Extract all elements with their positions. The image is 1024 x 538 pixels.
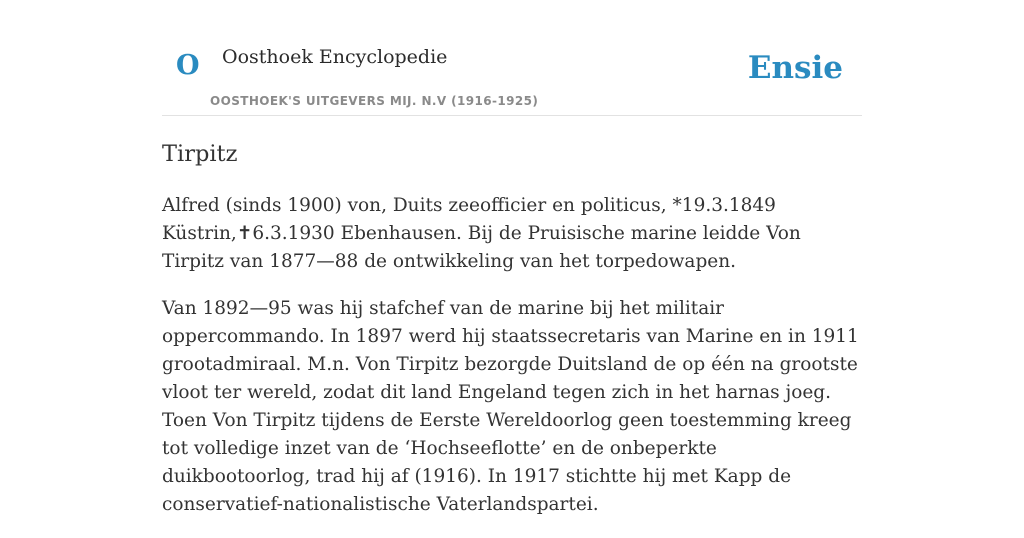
publisher-label: OOSTHOEK'S UITGEVERS MIJ. N.V (1916-1925) [210,94,539,108]
source-logo[interactable]: O [176,50,200,81]
page-container [162,0,862,515]
source-header [162,0,862,116]
article-body [162,192,862,538]
source-title-link[interactable]: Oosthoek Encyclopedie [222,46,448,68]
article-title: Tirpitz [162,141,238,167]
article-paragraph: Van 1892—95 was hij stafchef van de marine bij het militair oppercommando. In 1897 werd hij staatssecretaris van Marine en in 1911 grootadmiraal. M.n. Von Tirpitz bezorgde Duitsland de op één na grootste vloot ter wereld, zodat dit land Engeland tegen zich in het harnas joeg. Toen Von Tirpitz tijdens de Eerste Wereldoorlog geen toestemming kreeg tot volledige inzet van de ‘Hochseeflotte’ en de onbeperkte duikbootoorlog, trad hij af (1916). In 1917 stichtte hij met Kapp de conservatief-nationalistische Vaterlandspartei. [162,298,859,515]
ensie-home-link[interactable]: Ensie [747,50,843,86]
article-paragraph: Alfred (sinds 1900) von, Duits zeeofficier en politicus, *19.3.1849 Küstrin,✝6.3.1930 Ebenhausen. Bij de Pruisische marine leidde Von Tirpitz van 1877—88 de ontwikkeling van het torpedowapen. [162,195,801,272]
